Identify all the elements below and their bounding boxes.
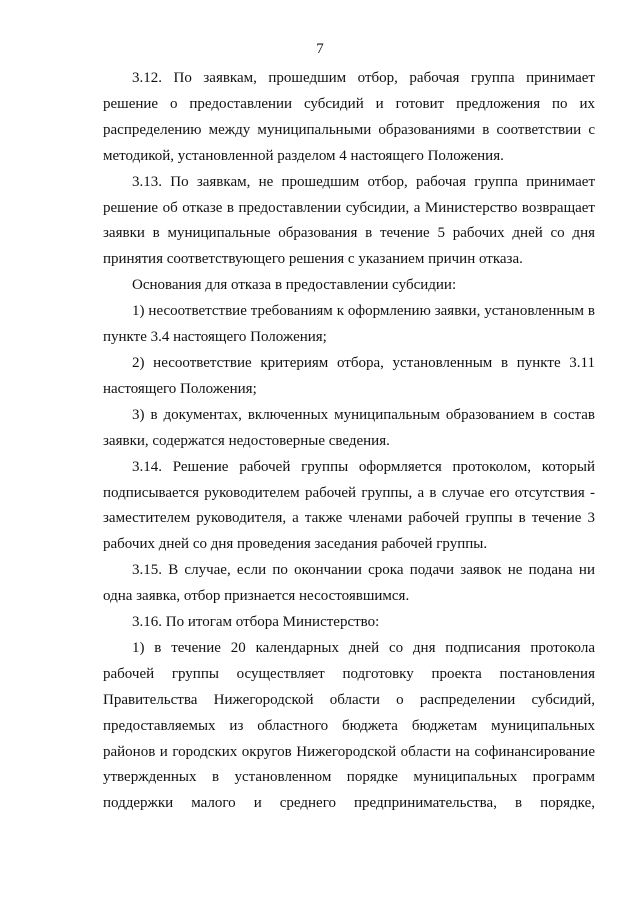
paragraph-3-12: 3.12. По заявкам, прошедшим отбор, рабочая группа принимает решение о предоставлении субсидий и готовит предложения по их распределению между муниципальными образованиями в соответствии с методикой, установленной разделом 4 настоящего Положения. xyxy=(103,70,595,164)
paragraph-refusal-grounds: Основания для отказа в предоставлении субсидии: xyxy=(132,277,457,294)
paragraph-3-15: 3.15. В случае, если по окончании срока подачи заявок не подана ни одна заявка, отбор признается несостоявшимся. xyxy=(103,562,595,605)
document-body xyxy=(103,66,595,817)
refusal-item-3: 3) в документах, включенных муниципальным образованием в состав заявки, содержатся недостоверные сведения. xyxy=(103,406,595,449)
paragraph-3-14: 3.14. Решение рабочей группы оформляется протоколом, который подписывается руководителем рабочей группы, а в случае его отсутствия - заместителем руководителя, а также членами рабочей группы в течение 3 рабочих дней со дня проведения заседания рабочей группы. xyxy=(103,458,595,553)
paragraph-3-16: 3.16. По итогам отбора Министерство: xyxy=(132,614,380,631)
page-number: 7 xyxy=(316,41,324,57)
refusal-item-1: 1) несоответствие требованиям к оформлению заявки, установленным в пункте 3.4 настоящего Положения; xyxy=(103,303,595,346)
ministry-item-1: 1) в течение 20 календарных дней со дня подписания протокола рабочей группы осуществляет подготовку проекта постановления Правительства Нижегородской области о распределении субсидий, предоставляемых из областного бюджета бюджетам муниципальных районов и городских округов Нижегородской области на софинансирование утвержденных в установленном порядке муниципальных программ поддержки малого и среднего предпринимательства, в порядке, xyxy=(103,639,595,812)
paragraph-3-13: 3.13. По заявкам, не прошедшим отбор, рабочая группа принимает решение об отказе в предоставлении субсидии, а Министерство возвращает заявки в муниципальные образования в течение 5 рабочих дней со дня принятия соответствующего решения с указанием причин отказа. xyxy=(103,173,595,268)
refusal-item-2: 2) несоответствие критериям отбора, установленным в пункте 3.11 настоящего Положения; xyxy=(103,354,595,397)
